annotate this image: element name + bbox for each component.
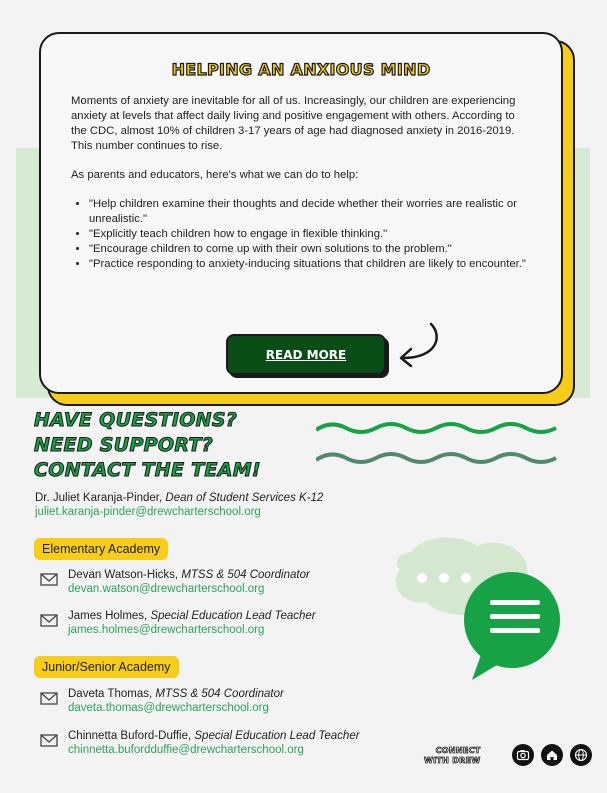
help-paragraph: As parents and educators, here's what we can do to help: bbox=[71, 169, 359, 181]
contact-email-link[interactable]: daveta.thomas@drewcharterschool.org bbox=[68, 702, 269, 714]
contact-line bbox=[68, 688, 284, 700]
contact-email-link[interactable]: devan.watson@drewcharterschool.org bbox=[68, 583, 265, 595]
list-item: • "Help children examine their thoughts and decide whether their worries are realistic or unrealistic." bbox=[89, 197, 533, 227]
list-item: • "Practice responding to anxiety-inducing situations that children are likely to encounter." bbox=[89, 257, 533, 272]
contact-text bbox=[68, 730, 360, 756]
connect-line: CONNECT bbox=[435, 746, 481, 755]
contact-heading bbox=[34, 408, 261, 483]
dean-role: Dean of Student Services K-12 bbox=[165, 492, 324, 504]
contact-text bbox=[68, 688, 284, 714]
card-title: HELPING AN ANXIOUS MIND bbox=[171, 60, 431, 79]
contact-role: MTSS & 504 Coordinator bbox=[181, 569, 310, 581]
mail-icon bbox=[40, 571, 60, 587]
contact-role: MTSS & 504 Coordinator bbox=[155, 688, 284, 700]
heading-line: HAVE QUESTIONS? bbox=[34, 409, 238, 431]
heading-line: NEED SUPPORT? bbox=[34, 434, 214, 456]
contact-item bbox=[40, 569, 310, 595]
card-body bbox=[71, 94, 533, 272]
mail-icon bbox=[40, 732, 60, 748]
dean-line bbox=[35, 492, 323, 504]
contact-item bbox=[40, 688, 284, 714]
intro-paragraph: Moments of anxiety are inevitable for all of us. Increasingly, our children are experiencing anxiety at levels that affect daily living and positive engagement with others. According to the CDC, almost 10% of children 3-17 years of age had diagnosed anxiety in 2016-2019. This number continues to rise. bbox=[71, 95, 516, 152]
contact-item bbox=[40, 610, 316, 636]
contact-role: Special Education Lead Teacher bbox=[194, 730, 360, 742]
contact-line bbox=[68, 569, 310, 581]
dean-contact bbox=[35, 492, 323, 518]
contact-line bbox=[68, 730, 360, 742]
contact-text bbox=[68, 569, 310, 595]
contact-name: Devan Watson-Hicks, bbox=[68, 569, 182, 581]
home-icon[interactable] bbox=[541, 744, 563, 766]
mail-icon bbox=[40, 690, 60, 706]
globe-icon[interactable] bbox=[570, 744, 592, 766]
read-more-button[interactable]: READ MORE bbox=[226, 334, 386, 375]
camera-icon[interactable] bbox=[512, 744, 534, 766]
contact-text bbox=[68, 610, 316, 636]
dean-email-link[interactable]: juliet.karanja-pinder@drewcharterschool.org bbox=[35, 506, 261, 518]
contact-line bbox=[68, 610, 316, 622]
heading-line: CONTACT THE TEAM! bbox=[34, 459, 261, 481]
contact-name: James Holmes, bbox=[68, 610, 151, 622]
contact-email-link[interactable]: james.holmes@drewcharterschool.org bbox=[68, 624, 265, 636]
connect-line: WITH DREW bbox=[424, 756, 481, 765]
junior-senior-academy-label: Junior/Senior Academy bbox=[34, 656, 179, 678]
contact-item bbox=[40, 730, 360, 756]
curved-arrow-icon bbox=[391, 318, 451, 378]
chat-bubbles-icon bbox=[382, 532, 582, 692]
dean-name: Dr. Juliet Karanja-Pinder, bbox=[35, 492, 166, 504]
connect-label bbox=[424, 746, 481, 766]
mail-icon bbox=[40, 612, 60, 628]
decorative-waves bbox=[316, 420, 566, 470]
list-item: • "Explicitly teach children how to engage in flexible thinking." bbox=[89, 227, 533, 242]
info-card bbox=[39, 32, 563, 394]
contact-name: Daveta Thomas, bbox=[68, 688, 156, 700]
elementary-academy-label: Elementary Academy bbox=[34, 538, 168, 560]
contact-name: Chinnetta Buford-Duffie, bbox=[68, 730, 195, 742]
tips-list bbox=[71, 197, 533, 272]
contact-email-link[interactable]: chinnetta.bufordduffie@drewcharterschool.org bbox=[68, 744, 304, 756]
list-item: • "Encourage children to come up with their own solutions to the problem." bbox=[89, 242, 533, 257]
contact-role: Special Education Lead Teacher bbox=[150, 610, 316, 622]
